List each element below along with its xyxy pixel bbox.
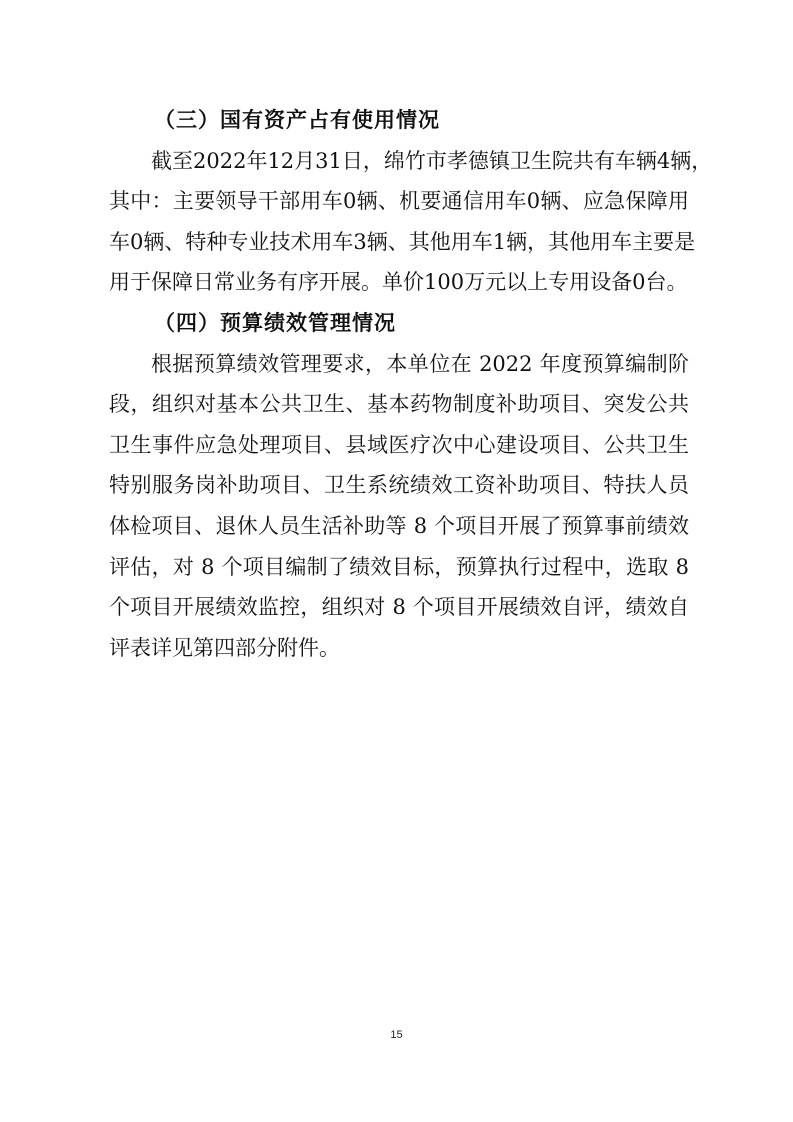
paragraph-line: 评表详见第四部分附件。 (109, 636, 340, 660)
section-heading-performance-management: （四）预算绩效管理情况 (154, 311, 396, 335)
paragraph-line: 根据预算绩效管理要求，本单位在 2022 年度预算编制阶 (151, 352, 689, 376)
paragraph-line: 特别服务岗补助项目、卫生系统绩效工资补助项目、特扶人员 (109, 473, 689, 497)
paragraph-line: 个项目开展绩效监控，组织对 8 个项目开展绩效自评，绩效自 (109, 595, 689, 619)
paragraph-line: 卫生事件应急处理项目、县域医疗次中心建设项目、公共卫生 (109, 433, 689, 457)
page-number: 15 (390, 1029, 403, 1041)
paragraph-line: 段，组织对基本公共卫生、基本药物制度补助项目、突发公共 (109, 392, 689, 416)
paragraph-line: 体检项目、退休人员生活补助等 8 个项目开展了预算事前绩效 (109, 514, 689, 538)
paragraph-line: 其中：主要领导干部用车0辆、机要通信用车0辆、应急保障用 (109, 189, 689, 213)
paragraph-line: 车0辆、特种专业技术用车3辆、其他用车1辆，其他用车主要是 (109, 230, 696, 254)
paragraph-line: 用于保障日常业务有序开展。单价100万元以上专用设备0台。 (109, 270, 688, 294)
section-heading-state-assets: （三）国有资产占有使用情况 (154, 108, 440, 132)
paragraph-line: 截至2022年12月31日，绵竹市孝德镇卫生院共有车辆4辆， (151, 149, 713, 173)
paragraph-line: 评估，对 8 个项目编制了绩效目标，预算执行过程中，选取 8 (109, 555, 689, 579)
